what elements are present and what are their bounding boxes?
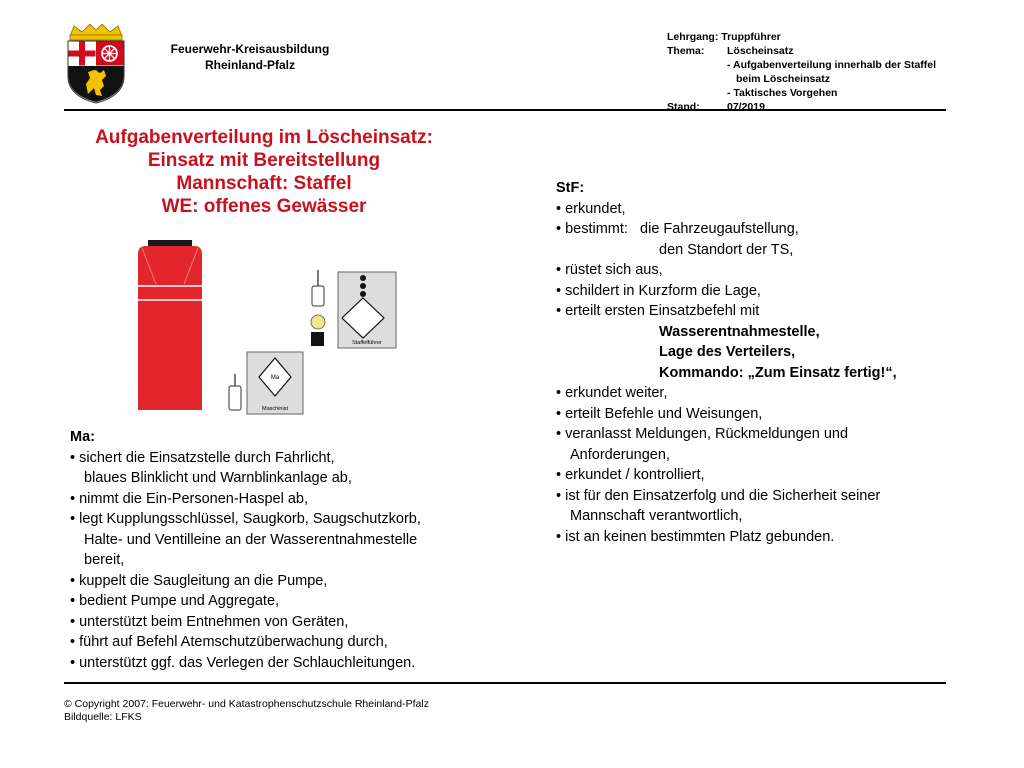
stf-line: • rüstet sich aus, [556, 262, 663, 278]
thema-value: Löscheinsatz [727, 45, 794, 57]
stf-line: Mannschaft verantwortlich, [570, 508, 743, 524]
ma-line: • führt auf Befehl Atemschutzüberwachung durch, [70, 634, 388, 650]
ma-line: • unterstützt beim Entnehmen von Geräten, [70, 613, 349, 630]
ma-line: bereit, [84, 552, 125, 568]
ma-line: • nimmt die Ein-Personen-Haspel ab, [70, 490, 308, 507]
ma-line: • kuppelt die Saugleitung an die Pumpe, [70, 572, 328, 589]
fire-truck-icon [138, 240, 202, 410]
ma-line: • unterstützt ggf. das Verlegen der Schlauchleitungen. [70, 654, 416, 671]
title-line4: WE: offenes Gewässer [161, 196, 367, 217]
stf-line: • schildert in Kurzform die Lage, [556, 282, 761, 299]
slide-title [64, 126, 464, 218]
copyright-text: © Copyright 2007: Feuerwehr- und Katastrophenschutzschule Rheinland-Pfalz [64, 698, 429, 710]
lehrgang-value: Truppführer [721, 31, 781, 43]
thema-sub3: - Taktisches Vorgehen [727, 87, 838, 99]
stf-line: • erkundet, [556, 200, 626, 217]
stand-label: Stand: [667, 101, 700, 113]
org-name-line1: Feuerwehr-Kreisausbildung [170, 42, 330, 56]
stf-line: den Standort der TS, [659, 241, 794, 258]
maschinist-badge-icon [247, 352, 303, 414]
stf-heading: StF: [556, 180, 585, 196]
header-divider [64, 109, 946, 111]
thema-sub2: beim Löscheinsatz [736, 73, 830, 85]
lehrgang-label: Lehrgang: [667, 31, 719, 43]
stf-badge-caption: Staffelführer [352, 340, 382, 346]
image-source-text: Bildquelle: LFKS [64, 711, 142, 723]
title-line1: Aufgabenverteilung im Löscheinsatz: [95, 127, 433, 148]
staffelfuehrer-badge-icon [338, 272, 396, 348]
stf-line: • erkundet weiter, [556, 385, 668, 401]
course-stand-row [667, 100, 936, 114]
title-line3: Mannschaft: Staffel [176, 173, 352, 194]
stf-line: • bestimmt: die Fahrzeugaufstellung, [556, 221, 799, 237]
org-name-line2: Rheinland-Pfalz [204, 58, 295, 72]
stf-line: • ist an keinen bestimmten Platz gebunden. [556, 528, 835, 545]
staffel-position-diagram [134, 238, 404, 416]
stf-line: Lage des Verteilers, [659, 344, 796, 360]
stf-line: • erteilt Befehle und Weisungen, [556, 405, 763, 422]
footer [64, 698, 429, 724]
thema-sub1: - Aufgabenverteilung innerhalb der Staffel [727, 59, 937, 71]
ma-heading: Ma: [70, 429, 95, 445]
course-lehrgang-row [667, 30, 936, 44]
stf-line: • veranlasst Meldungen, Rückmeldungen und [556, 426, 849, 442]
ma-line: Halte- und Ventilleine an der Wasserentnahmestelle [84, 531, 418, 548]
ma-badge-label: Ma [270, 375, 280, 381]
ma-line: blaues Blinklicht und Warnblinkanlage ab, [84, 470, 352, 486]
stf-line: Wasserentnahmestelle, [659, 323, 820, 340]
ma-line: • sichert die Einsatzstelle durch Fahrlicht, [70, 449, 335, 466]
rlp-coat-of-arms-icon [64, 24, 128, 104]
footer-divider [64, 682, 946, 684]
course-thema-row [667, 44, 936, 58]
ma-line: • legt Kupplungsschlüssel, Saugkorb, Saugschutzkorb, [70, 511, 421, 527]
stf-line: • ist für den Einsatzerfolg und die Sicherheit seiner [556, 487, 881, 504]
course-info [667, 30, 936, 114]
stf-line: Kommando: „Zum Einsatz fertig!“, [659, 364, 897, 381]
ma-line: • bedient Pumpe und Aggregate, [70, 593, 280, 609]
title-line2: Einsatz mit Bereitstellung [147, 150, 381, 171]
thema-label: Thema: [667, 45, 705, 57]
staffelfuehrer-figure-icon [311, 270, 325, 346]
stand-value: 07/2019 [727, 101, 765, 113]
ma-duties [70, 427, 421, 673]
stf-line: • erteilt ersten Einsatzbefehl mit [556, 303, 760, 319]
stf-line: Anforderungen, [570, 446, 670, 463]
stf-duties [556, 178, 897, 547]
maschinist-figure-icon [229, 374, 241, 410]
ma-badge-caption: Maschinist [262, 406, 288, 412]
stf-line: • erkundet / kontrolliert, [556, 467, 705, 483]
